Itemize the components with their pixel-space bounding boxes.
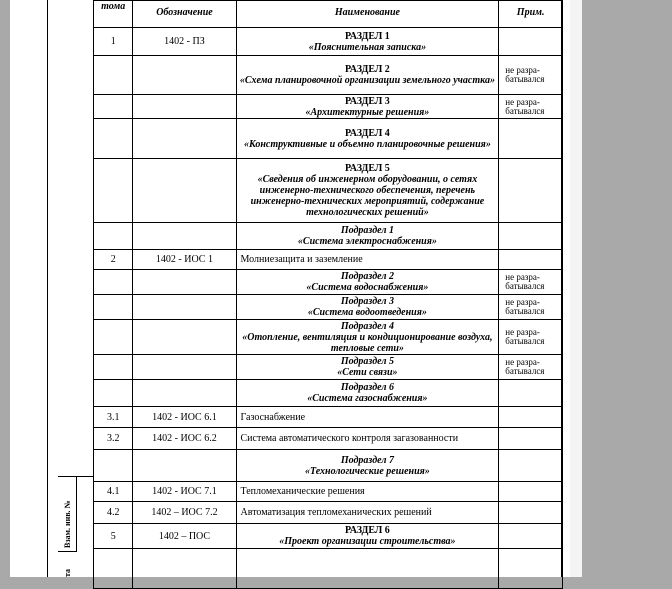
section-heading: Подраздел 5 bbox=[340, 356, 394, 367]
table-row bbox=[94, 407, 563, 428]
row-volume: 3.2 bbox=[94, 428, 133, 450]
section-subtitle: «Технологические решения» bbox=[305, 465, 430, 477]
row-code: 1402 - ИОС 1 bbox=[133, 250, 236, 270]
row-title bbox=[236, 95, 499, 119]
section-subtitle: «Система водоотведения» bbox=[307, 307, 427, 318]
row-title bbox=[236, 270, 499, 295]
section-subtitle: «Пояснительная записка» bbox=[308, 41, 427, 53]
row-title bbox=[236, 159, 499, 223]
row-note: не разра- батывался bbox=[499, 95, 563, 119]
table-row bbox=[94, 119, 563, 159]
header-code: Обозначение bbox=[133, 1, 236, 28]
row-note: не разра- батывался bbox=[499, 295, 563, 320]
table-row bbox=[94, 95, 563, 119]
section-heading: РАЗДЕЛ 1 bbox=[344, 30, 390, 42]
row-code bbox=[133, 119, 236, 159]
table-row bbox=[94, 450, 563, 482]
row-code bbox=[133, 295, 236, 320]
row-note bbox=[499, 119, 563, 159]
table-row bbox=[94, 524, 563, 549]
row-code: 1402 – ИОС 7.2 bbox=[133, 502, 236, 524]
row-title: Тепломеханические решения bbox=[236, 482, 499, 502]
row-title: Молниезащита и заземление bbox=[236, 250, 499, 270]
row-code: 1402 – ПОС bbox=[133, 524, 236, 549]
table-row bbox=[94, 320, 563, 355]
row-code bbox=[133, 320, 236, 355]
row-volume bbox=[94, 119, 133, 159]
table-row bbox=[94, 502, 563, 524]
row-title: Система автоматического контроля загазованности bbox=[236, 428, 499, 450]
row-note bbox=[499, 407, 563, 428]
row-note: не разра- батывался bbox=[499, 56, 563, 95]
row-title bbox=[236, 450, 499, 482]
table-row-empty bbox=[94, 549, 563, 589]
row-title bbox=[236, 56, 499, 95]
row-title: Автоматизация тепломеханических решений bbox=[236, 502, 499, 524]
row-note bbox=[499, 450, 563, 482]
row-code: 1402 - ПЗ bbox=[133, 28, 236, 56]
section-subtitle: «Сведения об инженерном оборудовании, о сетях инженерно-технического обеспечения, перечень инженерно-технических мероприятий, содержание технологических решений» bbox=[250, 174, 485, 218]
table-row bbox=[94, 56, 563, 95]
row-volume bbox=[94, 450, 133, 482]
row-code bbox=[133, 450, 236, 482]
contents-table bbox=[93, 0, 563, 589]
empty-cell bbox=[499, 549, 563, 589]
empty-cell bbox=[94, 549, 133, 589]
row-code bbox=[133, 95, 236, 119]
section-subtitle: «Архитектурные решения» bbox=[305, 106, 430, 118]
section-subtitle: «Система электроснабжения» bbox=[297, 236, 437, 247]
section-heading: РАЗДЕЛ 2 bbox=[344, 64, 390, 75]
row-volume: 5 bbox=[94, 524, 133, 549]
row-volume: 3.1 bbox=[94, 407, 133, 428]
row-title: Газоснабжение bbox=[236, 407, 499, 428]
row-title bbox=[236, 295, 499, 320]
table-row bbox=[94, 250, 563, 270]
section-heading: Подраздел 1 bbox=[340, 225, 394, 236]
row-note: не разра- батывался bbox=[499, 355, 563, 380]
section-heading: Подраздел 6 bbox=[340, 382, 394, 393]
header-note: Прим. bbox=[499, 1, 563, 28]
table-header-row bbox=[94, 1, 563, 28]
row-volume bbox=[94, 295, 133, 320]
table-row bbox=[94, 428, 563, 450]
row-note bbox=[499, 223, 563, 250]
table-row bbox=[94, 295, 563, 320]
row-note: не разра- батывался bbox=[499, 270, 563, 295]
row-code bbox=[133, 355, 236, 380]
section-subtitle: «Конструктивные и объемно планировочные решения» bbox=[243, 138, 491, 150]
row-note bbox=[499, 524, 563, 549]
row-code bbox=[133, 56, 236, 95]
section-heading: Подраздел 4 bbox=[340, 320, 394, 332]
row-code bbox=[133, 159, 236, 223]
row-volume bbox=[94, 320, 133, 355]
section-subtitle: «Схема планировочной организации земельного участка» bbox=[239, 75, 495, 86]
row-note bbox=[499, 250, 563, 270]
binding-margin-line bbox=[47, 0, 48, 577]
row-note bbox=[499, 482, 563, 502]
row-title bbox=[236, 524, 499, 549]
section-subtitle: «Система водоснабжения» bbox=[306, 282, 429, 293]
row-note bbox=[499, 159, 563, 223]
row-title bbox=[236, 119, 499, 159]
table-row bbox=[94, 223, 563, 250]
row-note bbox=[499, 428, 563, 450]
header-volume: тома bbox=[94, 1, 133, 28]
section-heading: Подраздел 2 bbox=[340, 271, 394, 282]
stamp-label-partial: та bbox=[63, 568, 72, 577]
section-heading: Подраздел 3 bbox=[340, 296, 394, 307]
row-volume bbox=[94, 355, 133, 380]
row-code bbox=[133, 270, 236, 295]
row-note bbox=[499, 28, 563, 56]
row-title bbox=[236, 28, 499, 56]
row-volume bbox=[94, 95, 133, 119]
row-volume bbox=[94, 223, 133, 250]
section-heading: РАЗДЕЛ 5 bbox=[344, 163, 390, 174]
row-volume bbox=[94, 159, 133, 223]
row-title bbox=[236, 223, 499, 250]
table-row bbox=[94, 380, 563, 407]
section-subtitle: «Сети связи» bbox=[337, 367, 398, 378]
section-heading: РАЗДЕЛ 3 bbox=[344, 95, 390, 107]
empty-cell bbox=[133, 549, 236, 589]
row-note: не разра- батывался bbox=[499, 320, 563, 355]
section-heading: РАЗДЕЛ 4 bbox=[344, 127, 390, 139]
row-note bbox=[499, 380, 563, 407]
section-subtitle: «Система газоснабжения» bbox=[307, 393, 428, 404]
row-code: 1402 - ИОС 6.2 bbox=[133, 428, 236, 450]
stamp-label-replace-inv: Взам. инв. № bbox=[63, 500, 72, 548]
section-subtitle: «Отопление, вентиляция и кондиционирование воздуха, тепловые сети» bbox=[242, 331, 493, 354]
section-heading: РАЗДЕЛ 6 bbox=[344, 525, 390, 536]
table-row bbox=[94, 482, 563, 502]
header-name: Наименование bbox=[236, 1, 499, 28]
section-heading: Подраздел 7 bbox=[340, 454, 394, 466]
row-title bbox=[236, 380, 499, 407]
row-volume bbox=[94, 270, 133, 295]
row-volume: 4.2 bbox=[94, 502, 133, 524]
row-volume: 2 bbox=[94, 250, 133, 270]
section-subtitle: «Проект организации строительства» bbox=[279, 536, 456, 547]
row-title bbox=[236, 320, 499, 355]
row-code bbox=[133, 380, 236, 407]
table-row bbox=[94, 270, 563, 295]
table-row bbox=[94, 159, 563, 223]
row-note bbox=[499, 502, 563, 524]
row-title bbox=[236, 355, 499, 380]
table-row bbox=[94, 355, 563, 380]
row-code bbox=[133, 223, 236, 250]
row-volume: 1 bbox=[94, 28, 133, 56]
table-row bbox=[94, 28, 563, 56]
empty-cell bbox=[236, 549, 499, 589]
row-volume bbox=[94, 56, 133, 95]
row-code: 1402 - ИОС 7.1 bbox=[133, 482, 236, 502]
row-volume: 4.1 bbox=[94, 482, 133, 502]
row-code: 1402 - ИОС 6.1 bbox=[133, 407, 236, 428]
page-shadow bbox=[570, 0, 582, 577]
row-volume bbox=[94, 380, 133, 407]
